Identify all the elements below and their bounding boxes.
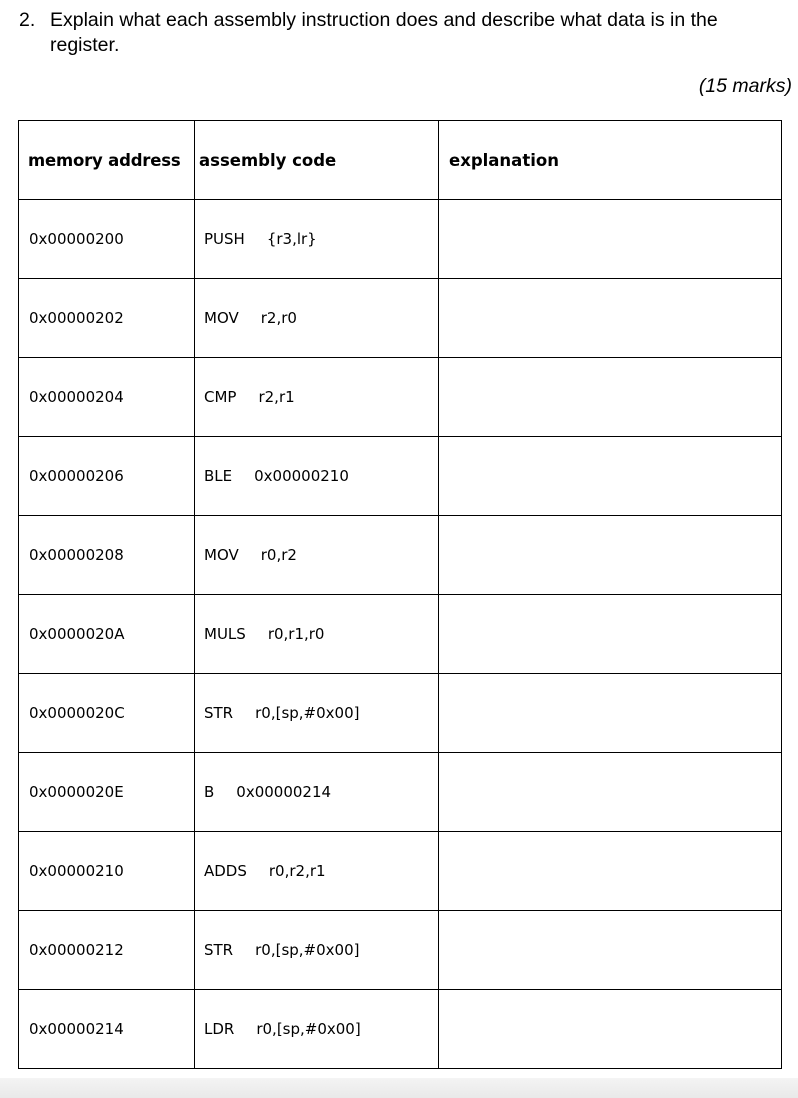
question-prompt bbox=[19, 8, 779, 58]
operands: r2,r1 bbox=[258, 388, 295, 406]
opcode: MULS bbox=[204, 625, 246, 643]
opcode: MOV bbox=[204, 546, 239, 564]
memory-address-cell: 0x00000200 bbox=[19, 200, 195, 279]
explanation-cell[interactable] bbox=[439, 358, 782, 437]
assembly-code-cell bbox=[195, 358, 439, 437]
table-body bbox=[19, 200, 782, 1069]
explanation-cell[interactable] bbox=[439, 437, 782, 516]
table-row bbox=[19, 674, 782, 753]
explanation-cell[interactable] bbox=[439, 911, 782, 990]
opcode: MOV bbox=[204, 309, 239, 327]
opcode: STR bbox=[204, 941, 234, 959]
memory-address-cell: 0x0000020C bbox=[19, 674, 195, 753]
explanation-cell[interactable] bbox=[439, 990, 782, 1069]
operands: r0,r2,r1 bbox=[268, 862, 326, 880]
opcode: ADDS bbox=[204, 862, 247, 880]
table-row bbox=[19, 832, 782, 911]
assembly-code-cell bbox=[195, 753, 439, 832]
table-row bbox=[19, 753, 782, 832]
question-text: Explain what each assembly instruction does and describe what data is in the register. bbox=[50, 9, 718, 56]
operands: r0,r2 bbox=[260, 546, 297, 564]
assembly-code-cell bbox=[195, 674, 439, 753]
explanation-cell[interactable] bbox=[439, 516, 782, 595]
explanation-cell[interactable] bbox=[439, 753, 782, 832]
assembly-code-cell bbox=[195, 832, 439, 911]
memory-address-cell: 0x00000204 bbox=[19, 358, 195, 437]
explanation-cell[interactable] bbox=[439, 674, 782, 753]
memory-address-cell: 0x00000210 bbox=[19, 832, 195, 911]
table-row bbox=[19, 200, 782, 279]
table-header-row bbox=[19, 121, 782, 200]
opcode: LDR bbox=[204, 1020, 235, 1038]
question-number: 2. bbox=[19, 9, 36, 31]
page-bottom-edge bbox=[0, 1078, 798, 1098]
memory-address-cell: 0x00000214 bbox=[19, 990, 195, 1069]
opcode: BLE bbox=[204, 467, 233, 485]
marks-label: (15 marks) bbox=[698, 75, 792, 97]
memory-address-cell: 0x00000208 bbox=[19, 516, 195, 595]
explanation-cell[interactable] bbox=[439, 279, 782, 358]
operands: {r3,lr} bbox=[266, 230, 317, 248]
assembly-code-cell bbox=[195, 911, 439, 990]
explanation-cell[interactable] bbox=[439, 832, 782, 911]
operands: r2,r0 bbox=[260, 309, 297, 327]
memory-address-cell: 0x00000206 bbox=[19, 437, 195, 516]
header-assembly-code: assembly code bbox=[195, 121, 439, 200]
explanation-cell[interactable] bbox=[439, 595, 782, 674]
memory-address-cell: 0x00000212 bbox=[19, 911, 195, 990]
memory-address-cell: 0x0000020A bbox=[19, 595, 195, 674]
assembly-code-cell bbox=[195, 595, 439, 674]
assembly-code-cell bbox=[195, 516, 439, 595]
table-row bbox=[19, 279, 782, 358]
assembly-code-cell bbox=[195, 437, 439, 516]
operands: 0x00000210 bbox=[254, 467, 349, 485]
opcode: B bbox=[204, 783, 215, 801]
operands: r0,[sp,#0x00] bbox=[255, 941, 360, 959]
table-row bbox=[19, 516, 782, 595]
memory-address-cell: 0x0000020E bbox=[19, 753, 195, 832]
table-row bbox=[19, 595, 782, 674]
table-row bbox=[19, 358, 782, 437]
header-memory-address: memory address bbox=[19, 121, 195, 200]
memory-address-cell: 0x00000202 bbox=[19, 279, 195, 358]
operands: r0,[sp,#0x00] bbox=[256, 1020, 361, 1038]
assembly-code-cell bbox=[195, 279, 439, 358]
opcode: CMP bbox=[204, 388, 237, 406]
assembly-table bbox=[18, 120, 782, 1069]
operands: r0,r1,r0 bbox=[267, 625, 325, 643]
assembly-code-cell bbox=[195, 200, 439, 279]
table-row bbox=[19, 437, 782, 516]
operands: r0,[sp,#0x00] bbox=[255, 704, 360, 722]
table-row bbox=[19, 911, 782, 990]
assembly-code-cell bbox=[195, 990, 439, 1069]
opcode: STR bbox=[204, 704, 234, 722]
table-row bbox=[19, 990, 782, 1069]
header-explanation: explanation bbox=[439, 121, 782, 200]
opcode: PUSH bbox=[204, 230, 245, 248]
explanation-cell[interactable] bbox=[439, 200, 782, 279]
operands: 0x00000214 bbox=[236, 783, 332, 801]
